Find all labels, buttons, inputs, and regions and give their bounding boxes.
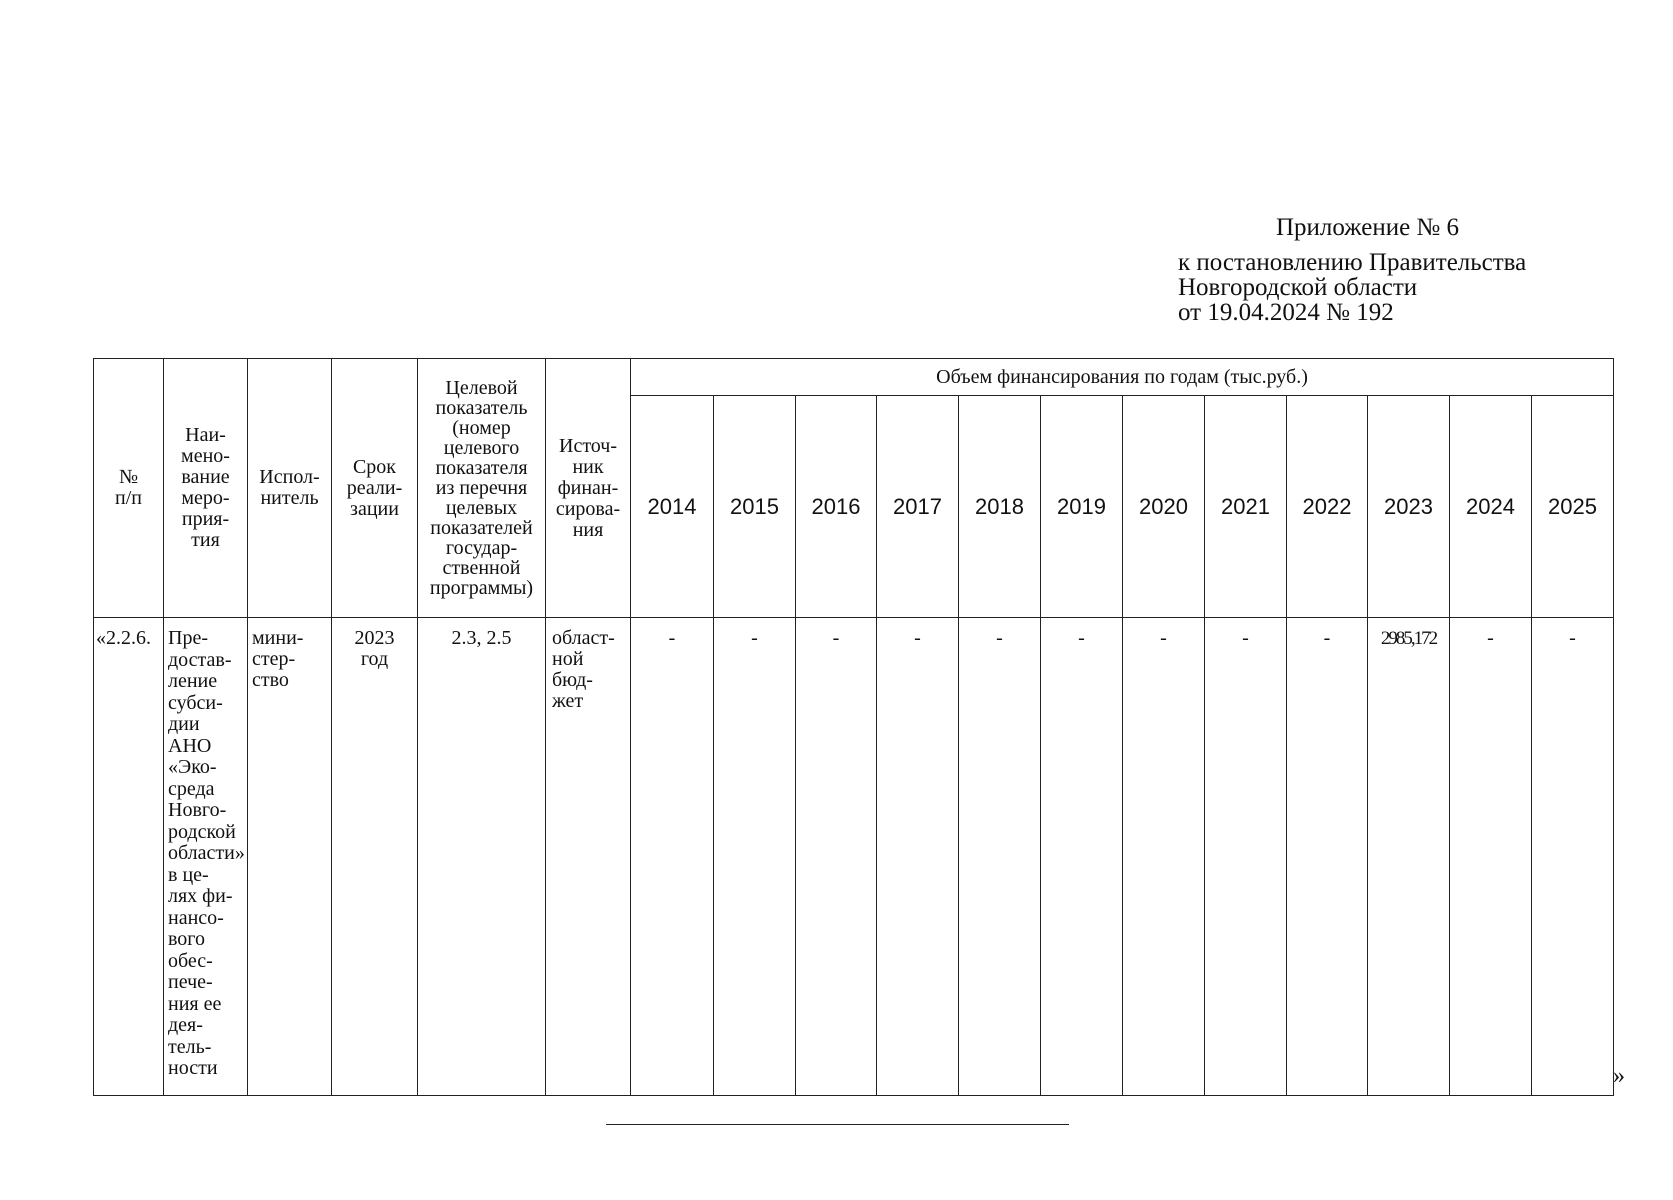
year-header-2019: 2019 [1041, 396, 1123, 618]
value-2016: - [796, 618, 877, 1096]
year-header-2024: 2024 [1450, 396, 1532, 618]
value-2014: - [631, 618, 714, 1096]
footer-divider [606, 1124, 1069, 1125]
header-source: Источ- ник финан- сирова- ния [546, 359, 631, 618]
value-2019: - [1041, 618, 1123, 1096]
row-number: «2.2.6. [94, 618, 164, 1096]
value-2017: - [877, 618, 959, 1096]
value-2021: - [1205, 618, 1287, 1096]
year-header-2021: 2021 [1205, 396, 1287, 618]
row-target: 2.3, 2.5 [418, 618, 546, 1096]
table-row [94, 618, 1614, 1096]
financing-table [93, 358, 1614, 1096]
row-name: Пре- достав- ление субси- дии АНО «Эко- среда Новго- родской области» в це- лях фи- нансо- вого обес- пече- ния ее дея- тель- ности [164, 618, 248, 1096]
value-2022: - [1287, 618, 1368, 1096]
resolution-line-3: от 19.04.2024 № 192 [1178, 299, 1394, 326]
header-executor: Испол- нитель [248, 359, 332, 618]
value-2023: 2985,172 [1368, 618, 1450, 1096]
year-header-2025: 2025 [1532, 396, 1614, 618]
year-header-2020: 2020 [1123, 396, 1205, 618]
header-funding-group: Объем финансирования по годам (тыс.руб.) [631, 359, 1614, 396]
row-term: 2023 год [332, 618, 418, 1096]
year-header-2016: 2016 [796, 396, 877, 618]
value-2025: - [1532, 618, 1614, 1096]
year-header-2023: 2023 [1368, 396, 1450, 618]
year-header-2014: 2014 [631, 396, 714, 618]
header-name: Наи- мено- вание меро- прия- тия [164, 359, 248, 618]
resolution-line-1: к постановлению Правительства [1178, 249, 1527, 276]
value-2020: - [1123, 618, 1205, 1096]
closing-quote: » [1613, 1063, 1625, 1089]
value-2024: - [1450, 618, 1532, 1096]
value-2018: - [959, 618, 1041, 1096]
year-header-2018: 2018 [959, 396, 1041, 618]
row-source: област- ной бюд- жет [546, 618, 631, 1096]
header-term: Срок реали- зации [332, 359, 418, 618]
header-target: Целевой показатель (номер целевого показателя из перечня целевых показателей государ- ственной программы) [418, 359, 546, 618]
header-number: № п/п [94, 359, 164, 618]
value-2015: - [714, 618, 796, 1096]
appendix-title: Приложение № 6 [1276, 214, 1460, 241]
resolution-line-2: Новгородской области [1178, 274, 1418, 301]
year-header-2022: 2022 [1287, 396, 1368, 618]
row-executor: мини- стер- ство [248, 618, 332, 1096]
year-header-2015: 2015 [714, 396, 796, 618]
year-header-2017: 2017 [877, 396, 959, 618]
